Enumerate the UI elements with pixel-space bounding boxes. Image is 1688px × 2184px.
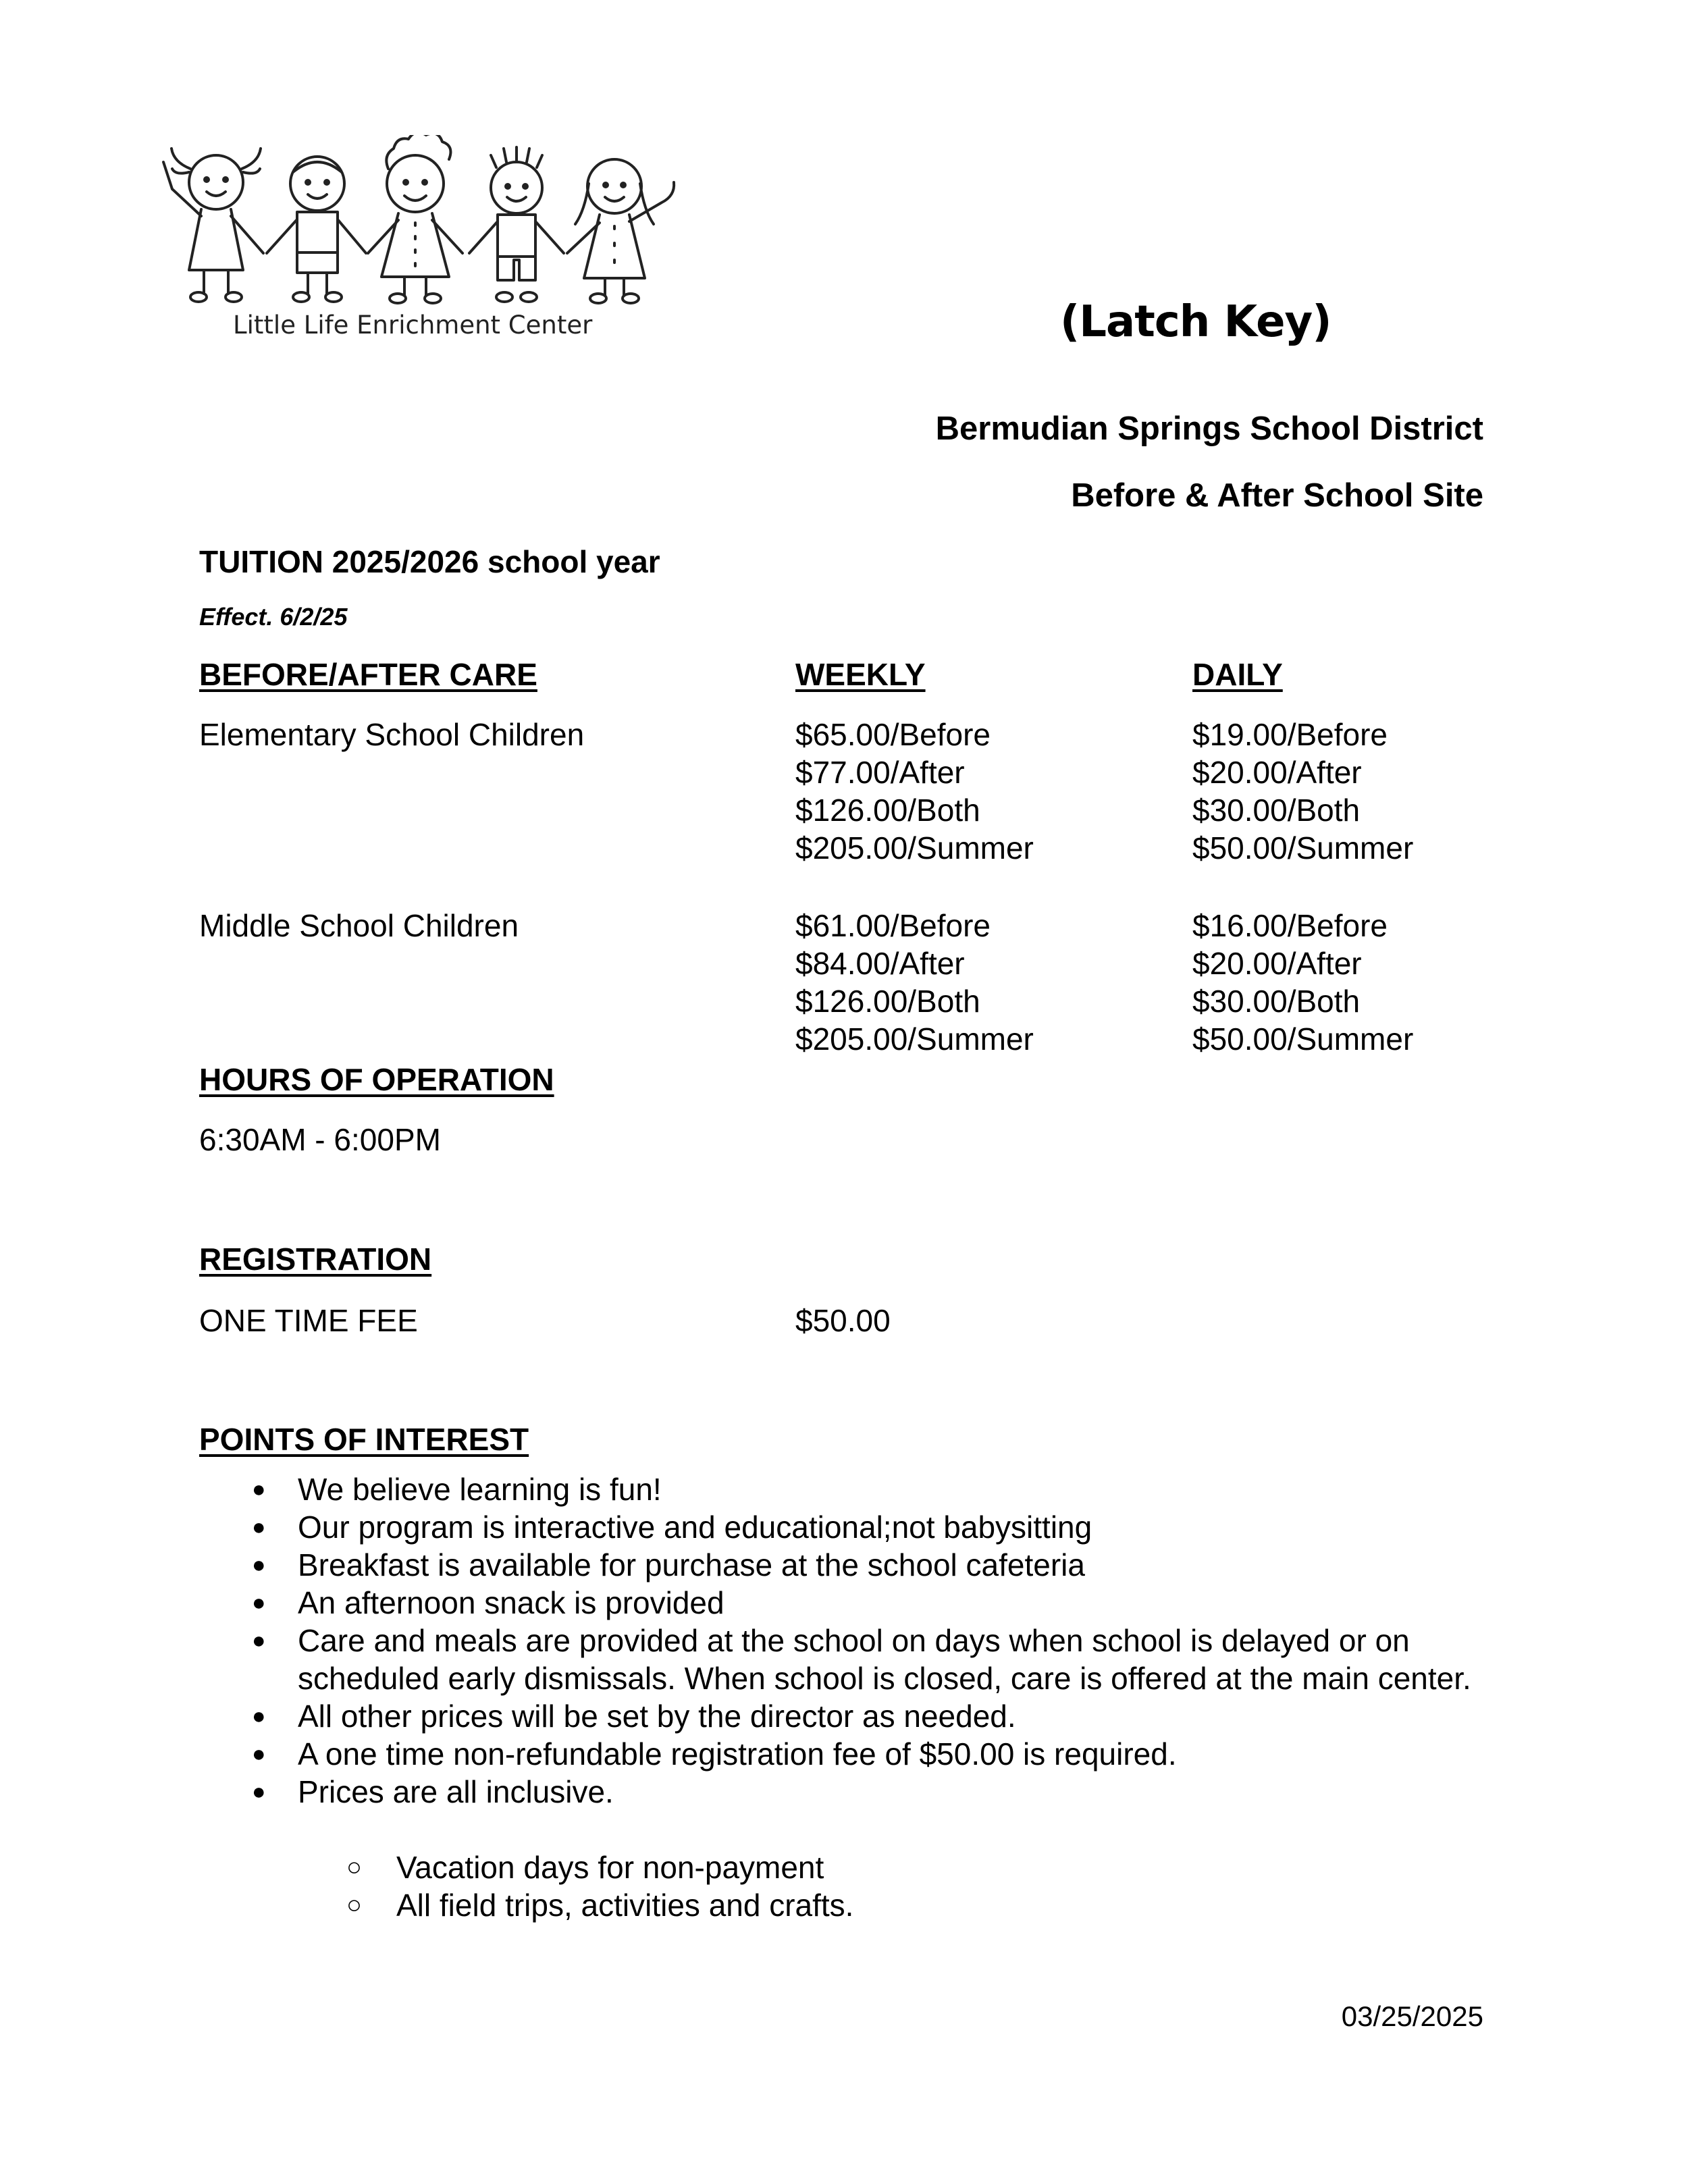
kid-drawing: [267, 157, 366, 302]
bullet-icon: ●: [252, 1514, 266, 1540]
bullet-icon: ●: [252, 1703, 266, 1729]
effective-date: Effect. 6/2/25: [199, 603, 348, 631]
rate-value: $30.00/Both: [1192, 793, 1361, 828]
list-item: ○ Vacation days for non-payment: [346, 1850, 824, 1885]
list-item: ● Prices are all inclusive.: [252, 1774, 614, 1809]
hours-title: HOURS OF OPERATION: [199, 1062, 554, 1097]
daily-rates: [1192, 907, 1413, 1058]
registration-title: REGISTRATION: [199, 1242, 432, 1277]
logo-caption: Little Life Enrichment Center: [233, 311, 593, 340]
weekly-rates: [795, 716, 1034, 867]
rate-value: $77.00/After: [795, 755, 965, 790]
tuition-title: TUITION 2025/2026 school year: [199, 544, 660, 579]
rate-value: $126.00/Both: [795, 793, 980, 828]
rate-value: $19.00/Before: [1192, 717, 1388, 752]
points-list: [199, 1470, 1496, 1811]
list-item: ● Our program is interactive and educational;not babysitting: [252, 1510, 1092, 1545]
circle-bullet-icon: ○: [346, 1853, 362, 1882]
bullet-icon: ●: [252, 1628, 266, 1653]
list-item: ● A one time non-refundable registration fee of $50.00 is required.: [252, 1736, 1177, 1772]
rate-value: $20.00/After: [1192, 755, 1362, 790]
list-item: ● We believe learning is fun!: [252, 1472, 662, 1507]
hours-value: 6:30AM - 6:00PM: [199, 1122, 441, 1157]
rate-value: $84.00/After: [795, 946, 965, 981]
rate-value: $205.00/Summer: [795, 1021, 1034, 1057]
registration-fee: $50.00: [795, 1303, 891, 1338]
site-title: Before & After School Site: [1071, 477, 1483, 514]
bullet-icon: ●: [252, 1476, 266, 1502]
kid-drawing: [368, 135, 463, 303]
bullet-icon: ●: [252, 1552, 266, 1578]
daily-rates: [1192, 716, 1413, 867]
kid-drawing: [163, 149, 263, 302]
rate-value: $30.00/Both: [1192, 984, 1361, 1019]
list-item: ○ All field trips, activities and crafts.: [346, 1888, 854, 1923]
rate-value: $20.00/After: [1192, 946, 1362, 981]
bullet-icon: ●: [252, 1741, 266, 1767]
rate-value: $205.00/Summer: [795, 830, 1034, 865]
circle-bullet-icon: ○: [346, 1891, 362, 1919]
kid-drawing: [567, 159, 674, 303]
rate-value: $16.00/Before: [1192, 908, 1388, 943]
table-row-label: Middle School Children: [199, 908, 519, 943]
points-title: POINTS OF INTEREST: [199, 1422, 529, 1457]
table-row-label: Elementary School Children: [199, 717, 585, 752]
rate-value: $126.00/Both: [795, 984, 980, 1019]
rate-value: $50.00/Summer: [1192, 830, 1414, 865]
bullet-icon: ●: [252, 1590, 266, 1616]
program-title: (Latch Key): [1060, 297, 1331, 347]
footer-date: 03/25/2025: [1341, 2000, 1483, 2032]
points-sublist: [199, 1848, 1496, 1924]
list-item: ● All other prices will be set by the director as needed.: [252, 1699, 1016, 1734]
rate-value: $50.00/Summer: [1192, 1021, 1414, 1057]
list-item: ● An afternoon snack is provided: [252, 1585, 724, 1620]
weekly-rates: [795, 907, 1034, 1058]
list-item: ● Breakfast is available for purchase at the school cafeteria: [252, 1547, 1085, 1582]
list-item: ● Care and meals are provided at the school on days when school is delayed or on scheduled early dismissals. When school is closed, care is offered at the main center.: [252, 1623, 1471, 1696]
registration-label: ONE TIME FEE: [199, 1303, 418, 1338]
district-title: Bermudian Springs School District: [935, 410, 1483, 447]
bullet-icon: ●: [252, 1779, 266, 1805]
table-header-weekly: WEEKLY: [795, 657, 926, 692]
rate-value: $61.00/Before: [795, 908, 991, 943]
rate-value: $65.00/Before: [795, 717, 991, 752]
table-header-care: BEFORE/AFTER CARE: [199, 657, 537, 692]
table-header-daily: DAILY: [1192, 657, 1283, 692]
kid-drawing: [469, 147, 564, 302]
